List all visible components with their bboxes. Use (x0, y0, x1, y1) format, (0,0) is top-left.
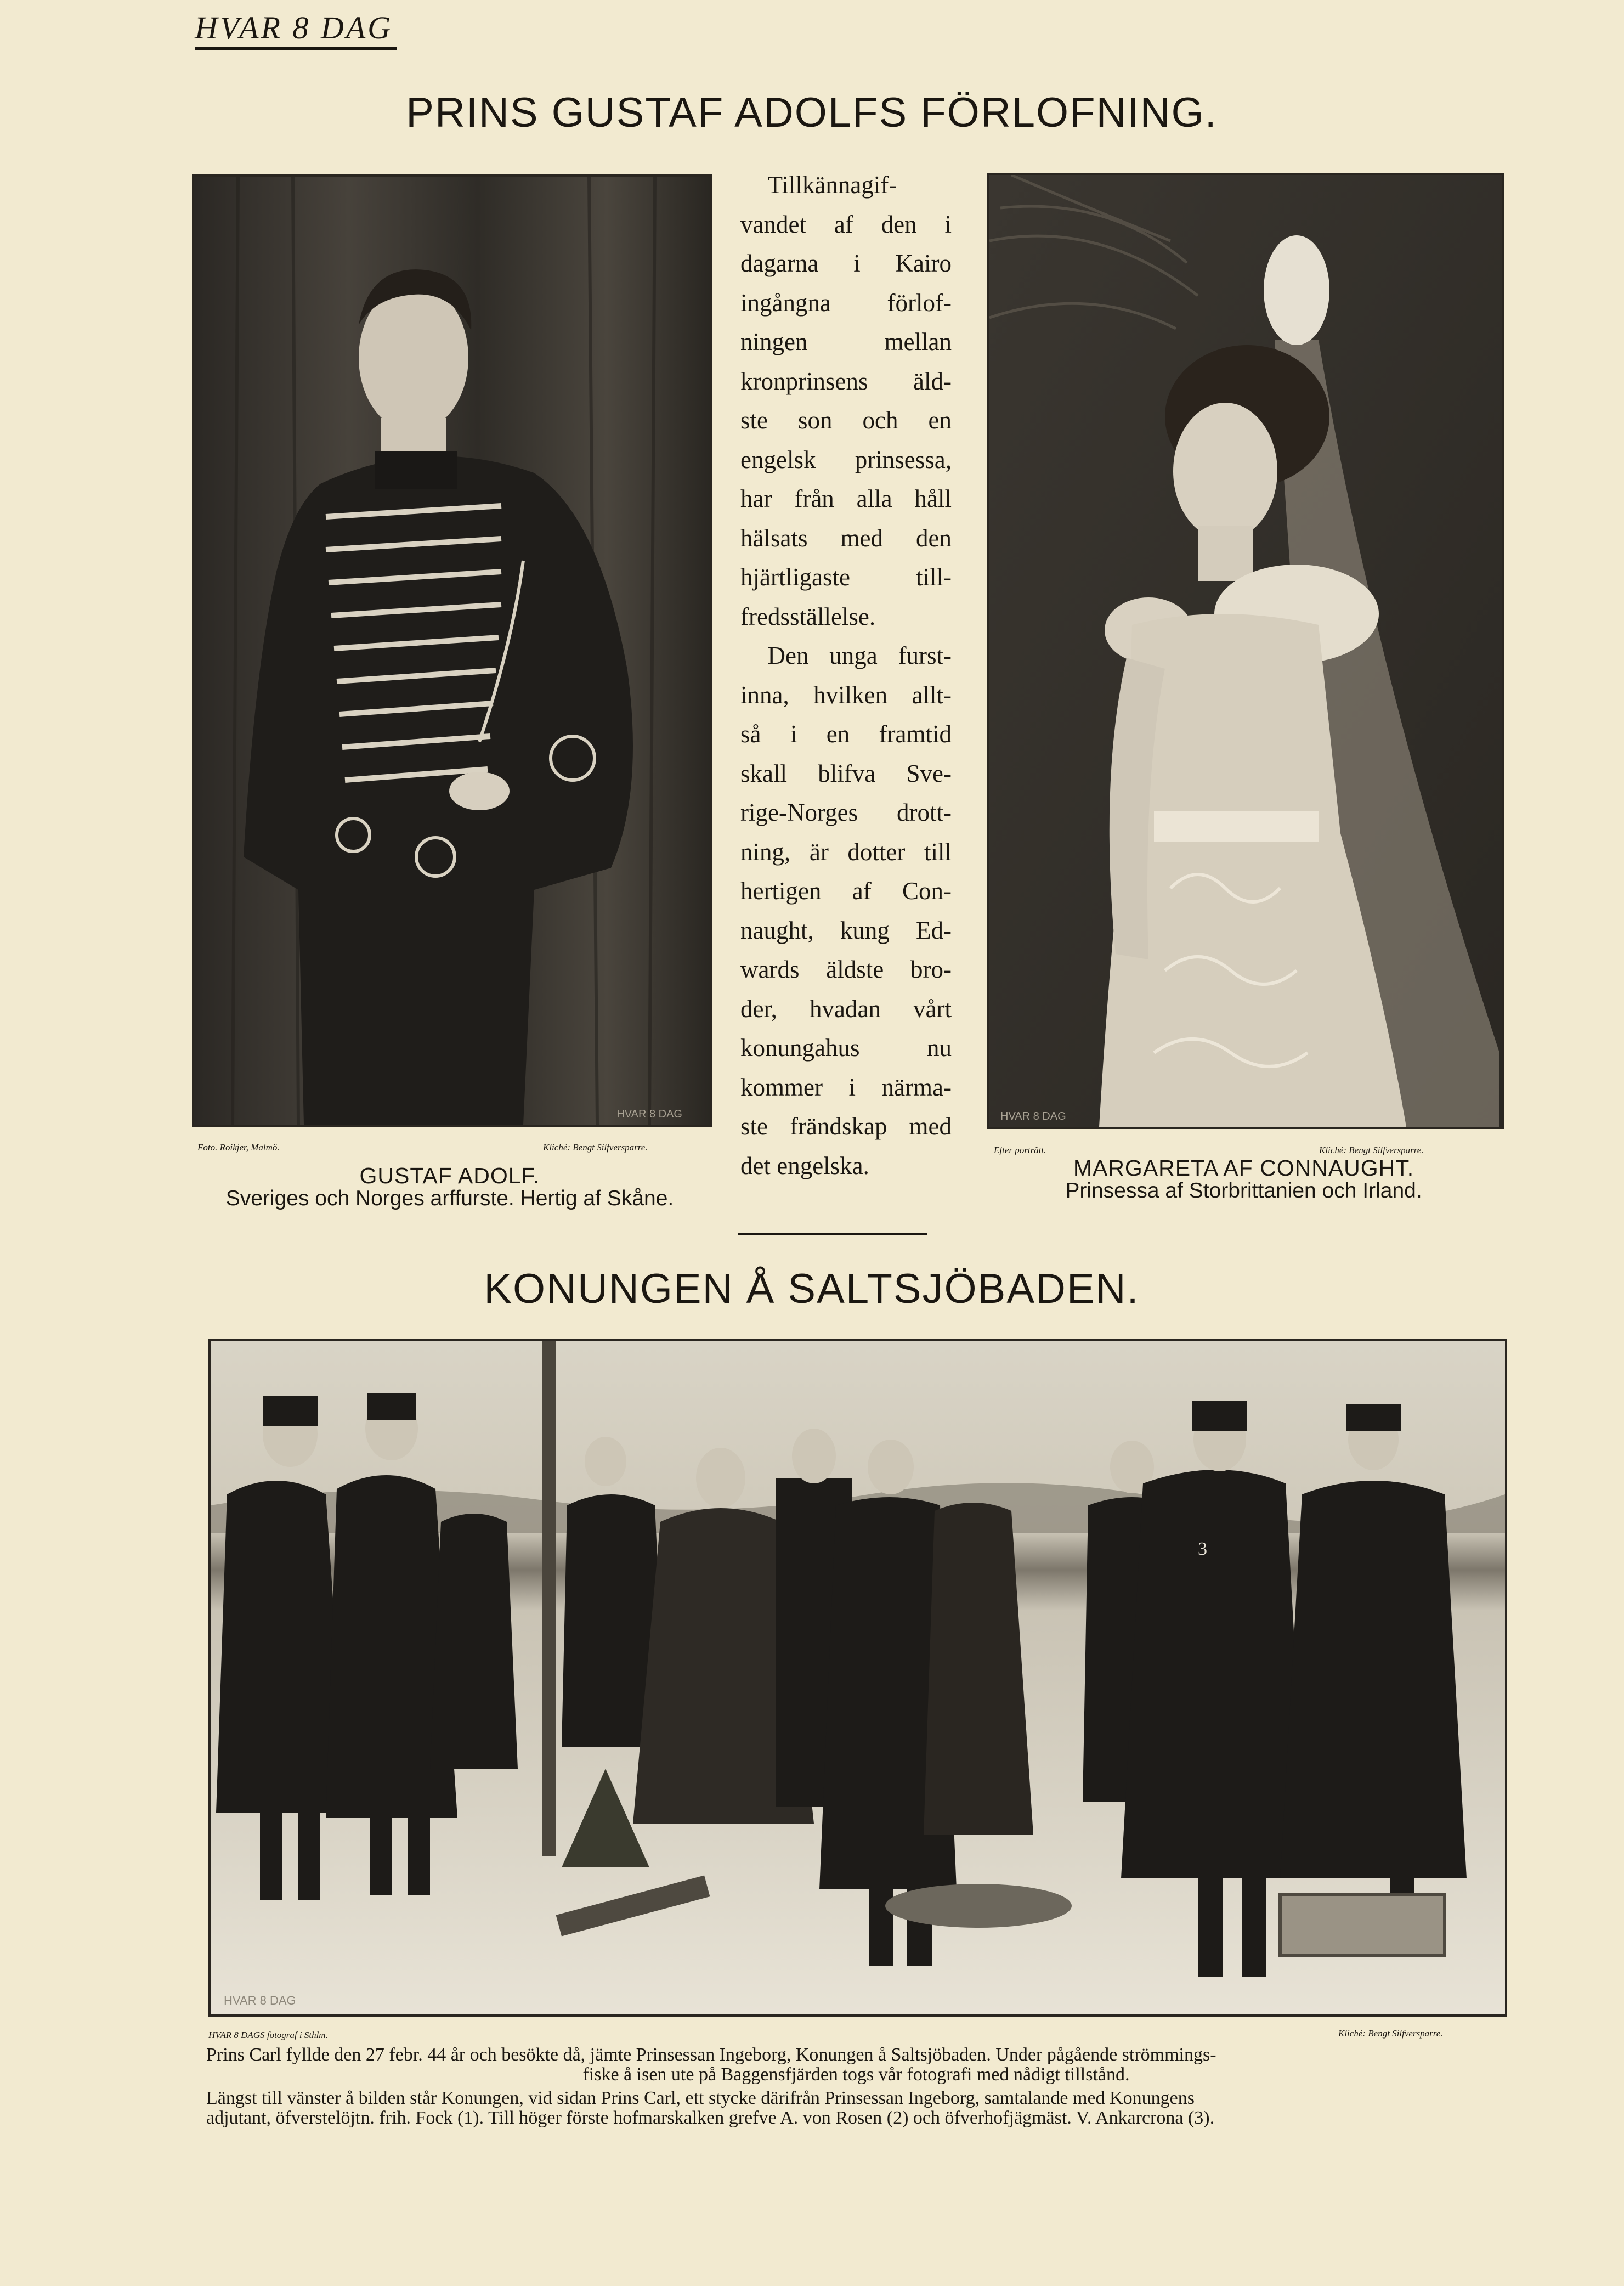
section-divider (738, 1233, 927, 1235)
right-photo-credit-right: Kliché: Bengt Silfversparre. (1319, 1145, 1424, 1155)
publication-header: HVAR 8 DAG (195, 12, 397, 50)
column-line: dagarna i Kairo (740, 250, 952, 277)
portrait-woman-gown-illustration (989, 175, 1502, 1127)
column-line: der, hvadan vårt (740, 995, 952, 1023)
column-line: hjärtligaste till- (740, 563, 952, 591)
bottom-photo-watermark: HVAR 8 DAG (224, 1994, 296, 2007)
photo-gustaf-adolf (192, 174, 712, 1127)
right-photo-caption-sub: Prinsessa af Storbrittanien och Irland. (1065, 1179, 1422, 1203)
bottom-photo-credit-right: Kliché: Bengt Silfversparre. (1338, 2028, 1443, 2039)
bottom-caption-line-4: adjutant, öfverstelöjtn. frih. Fock (1). Till höger förste hofmarskalken grefve A. von Rosen (2) och öfverhofjägmäst. V. Ankarcrona (3). (206, 2108, 1215, 2129)
column-line: Tillkännagif- (767, 171, 897, 199)
column-line: har från alla håll (740, 485, 952, 512)
photo-ice-fishing-group (208, 1339, 1507, 2017)
bottom-photo-number-label: 3 (1198, 1539, 1207, 1559)
column-line: hertigen af Con- (740, 877, 952, 905)
column-line: ning, är dotter till (740, 838, 952, 866)
left-photo-credit-right: Kliché: Bengt Silfversparre. (543, 1142, 648, 1153)
left-photo-caption-name: GUSTAF ADOLF. (359, 1163, 540, 1188)
bottom-caption-line-2: fiske å isen ute på Baggensfjärden togs vår fotografi med nådigt tillstånd. (582, 2064, 1130, 2085)
bottom-photo-caption (206, 2045, 1506, 2128)
column-line: fredsställelse. (740, 602, 876, 630)
right-photo-caption-name: MARGARETA AF CONNAUGHT. (1073, 1155, 1414, 1181)
column-line: kommer i närma- (740, 1073, 952, 1101)
left-photo-caption-sub: Sveriges och Norges arffurste. Hertig af Skåne. (225, 1187, 674, 1211)
column-line: rige-Norges drott- (740, 799, 952, 826)
right-photo-watermark: HVAR 8 DAG (1000, 1110, 1066, 1122)
column-line: det engelska. (740, 1152, 869, 1179)
column-line: inna, hvilken allt- (740, 681, 952, 709)
column-line: kronprinsens äld- (740, 367, 952, 395)
article-title-saltsjobaden: KONUNGEN Å SALTSJÖBADEN. (484, 1266, 1140, 1312)
column-line: konungahus nu (740, 1034, 952, 1062)
column-line: engelsk prinsessa, (740, 445, 952, 473)
column-line: ingångna förlof- (740, 289, 952, 317)
left-photo-caption (192, 1164, 708, 1210)
left-photo-watermark: HVAR 8 DAG (616, 1108, 682, 1120)
column-line: vandet af den i (740, 210, 952, 238)
bottom-caption-line-3: Längst till vänster å bilden står Konungen, vid sidan Prins Carl, ett stycke därifrån Prinsessan Ingeborg, samtalande med Konungens (206, 2088, 1195, 2109)
right-photo-caption (987, 1156, 1500, 1203)
article-body-column (740, 166, 952, 1186)
column-line: ste son och en (740, 407, 952, 434)
bottom-photo-credit-left: HVAR 8 DAGS fotograf i Sthlm. (208, 2030, 328, 2040)
column-line: hälsats med den (740, 524, 952, 552)
group-on-ice-illustration (211, 1341, 1505, 2014)
column-line: naught, kung Ed- (740, 916, 952, 944)
photo-margareta (987, 173, 1504, 1129)
column-line: så i en framtid (740, 720, 952, 748)
article-title-engagement: PRINS GUSTAF ADOLFS FÖRLOFNING. (406, 89, 1218, 136)
left-photo-credit-left: Foto. Roikjer, Malmö. (197, 1142, 280, 1153)
portrait-man-uniform-illustration (194, 177, 710, 1125)
column-line: Den unga furst- (767, 642, 952, 669)
right-photo-credit-left: Efter porträtt. (994, 1145, 1046, 1155)
bottom-caption-line-1: Prins Carl fyllde den 27 febr. 44 år och besökte då, jämte Prinsessan Ingeborg, Konungen å Saltsjöbaden. Under pågående strömmings- (206, 2045, 1216, 2065)
column-line: ste frändskap med (740, 1113, 952, 1140)
column-line: ningen mellan (740, 328, 952, 355)
column-line: skall blifva Sve- (740, 759, 952, 787)
column-line: wards äldste bro- (740, 956, 952, 983)
